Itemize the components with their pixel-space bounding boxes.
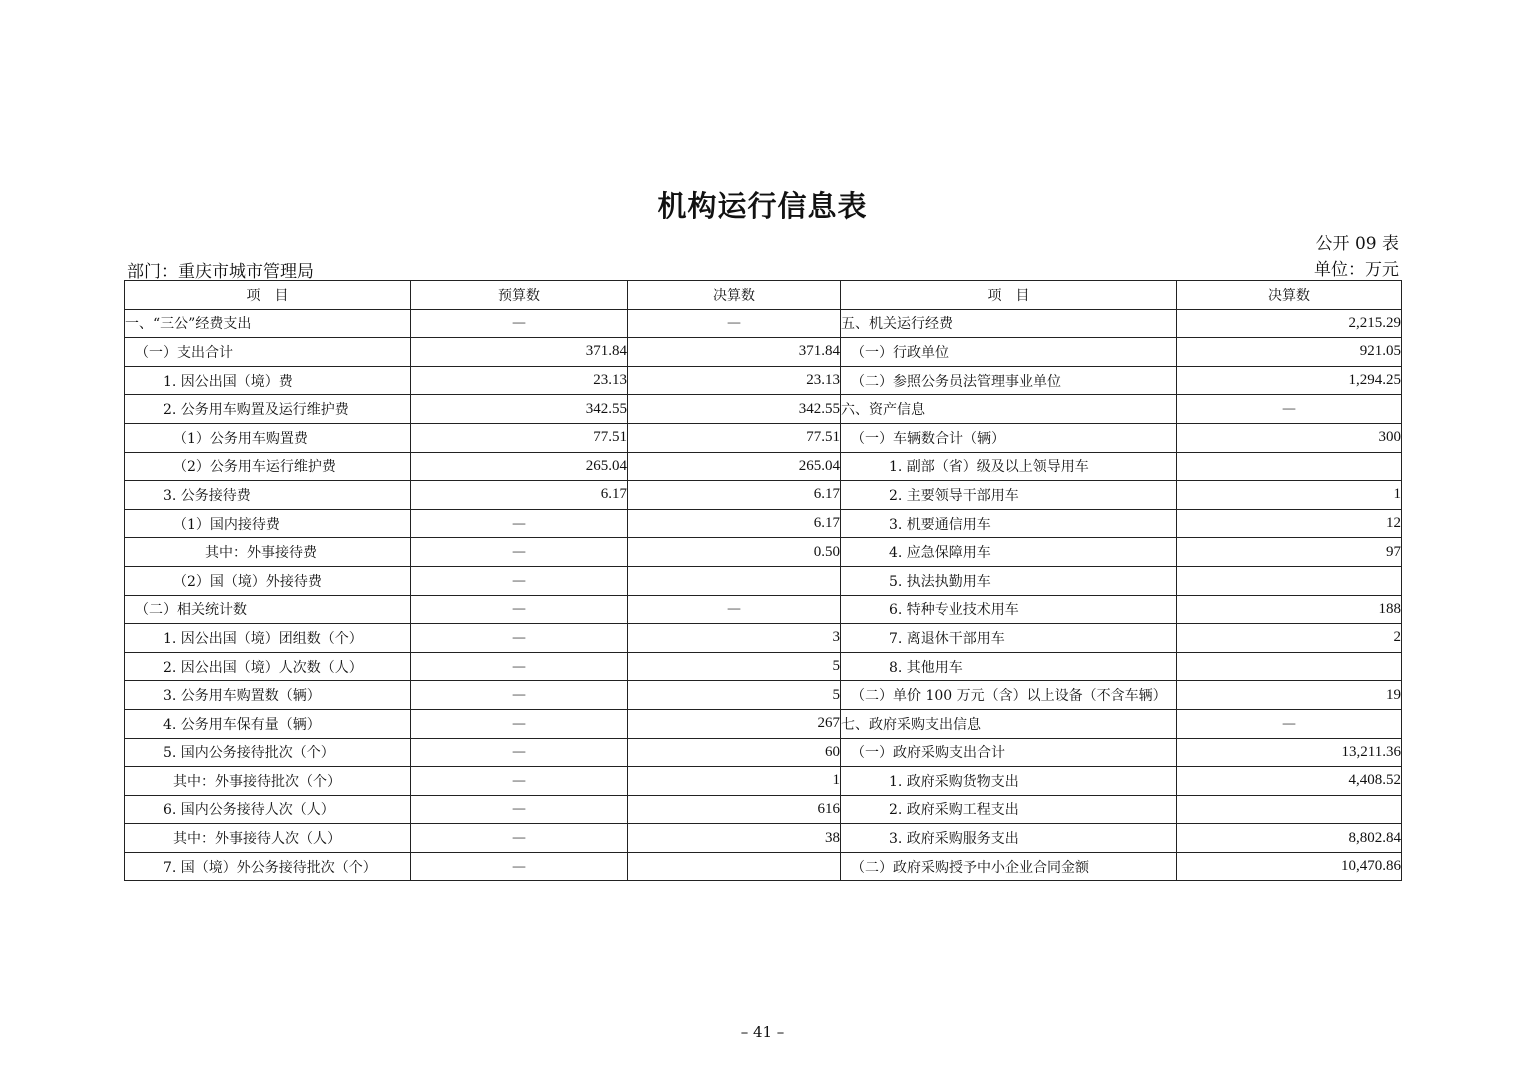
final-cell: 371.84 — [628, 338, 841, 367]
column-header-item-right: 项 目 — [841, 281, 1177, 310]
column-header-budget: 预算数 — [411, 281, 628, 310]
final-cell: 5 — [628, 652, 841, 681]
right-final-cell: 2,215.29 — [1177, 309, 1402, 338]
final-cell: 616 — [628, 795, 841, 824]
budget-cell: 6.17 — [411, 481, 628, 510]
left-item-cell: （2）国（境）外接待费 — [125, 566, 411, 595]
right-item-cell: 1. 政府采购货物支出 — [841, 767, 1177, 796]
budget-cell: — — [411, 709, 628, 738]
right-final-cell: 97 — [1177, 538, 1402, 567]
right-final-cell: 13,211.36 — [1177, 738, 1402, 767]
right-item-cell: （一）车辆数合计（辆） — [841, 423, 1177, 452]
right-item-cell: 五、机关运行经费 — [841, 309, 1177, 338]
left-item-cell: 3. 公务用车购置数（辆） — [125, 681, 411, 710]
right-item-cell: （一）行政单位 — [841, 338, 1177, 367]
budget-cell: 23.13 — [411, 366, 628, 395]
final-cell — [628, 566, 841, 595]
budget-cell: — — [411, 309, 628, 338]
table-row — [125, 738, 1402, 767]
final-cell: 6.17 — [628, 481, 841, 510]
budget-cell: — — [411, 509, 628, 538]
page-number: – 41 – — [740, 1023, 785, 1041]
right-item-cell: 4. 应急保障用车 — [841, 538, 1177, 567]
right-final-cell: 1,294.25 — [1177, 366, 1402, 395]
right-item-cell: 5. 执法执勤用车 — [841, 566, 1177, 595]
table-row — [125, 852, 1402, 881]
table-row — [125, 709, 1402, 738]
right-final-cell — [1177, 566, 1402, 595]
right-final-cell: 188 — [1177, 595, 1402, 624]
right-item-cell: 七、政府采购支出信息 — [841, 709, 1177, 738]
left-item-cell: 7. 国（境）外公务接待批次（个） — [125, 852, 411, 881]
right-item-cell: （二）单价 100 万元（含）以上设备（不含车辆） — [841, 681, 1177, 710]
budget-cell: — — [411, 624, 628, 653]
budget-cell: — — [411, 738, 628, 767]
left-item-cell: 4. 公务用车保有量（辆） — [125, 709, 411, 738]
left-item-cell: 一、“三公”经费支出 — [125, 309, 411, 338]
final-cell: 5 — [628, 681, 841, 710]
final-cell: 0.50 — [628, 538, 841, 567]
right-final-cell: 300 — [1177, 423, 1402, 452]
budget-cell: — — [411, 824, 628, 853]
budget-cell: — — [411, 795, 628, 824]
right-final-cell: 10,470.86 — [1177, 852, 1402, 881]
left-item-cell: （2）公务用车运行维护费 — [125, 452, 411, 481]
form-code: 公开 09 表 — [1315, 234, 1399, 254]
final-cell: 6.17 — [628, 509, 841, 538]
table-row — [125, 366, 1402, 395]
table-row — [125, 624, 1402, 653]
budget-cell: — — [411, 566, 628, 595]
final-cell — [628, 852, 841, 881]
table-row — [125, 423, 1402, 452]
right-final-cell: — — [1177, 395, 1402, 424]
right-item-cell: （一）政府采购支出合计 — [841, 738, 1177, 767]
right-item-cell: 2. 政府采购工程支出 — [841, 795, 1177, 824]
table-header-row — [125, 281, 1402, 310]
right-final-cell: 921.05 — [1177, 338, 1402, 367]
budget-cell: 77.51 — [411, 423, 628, 452]
table-row — [125, 824, 1402, 853]
budget-cell: — — [411, 652, 628, 681]
table-row — [125, 309, 1402, 338]
table-row — [125, 595, 1402, 624]
left-item-cell: 6. 国内公务接待人次（人） — [125, 795, 411, 824]
left-item-cell: （二）相关统计数 — [125, 595, 411, 624]
right-item-cell: 2. 主要领导干部用车 — [841, 481, 1177, 510]
right-final-cell: 12 — [1177, 509, 1402, 538]
left-item-cell: 2. 因公出国（境）人次数（人） — [125, 652, 411, 681]
right-final-cell — [1177, 795, 1402, 824]
table-body — [125, 309, 1402, 881]
unit-label: 单位：万元 — [1314, 260, 1399, 280]
final-cell: 3 — [628, 624, 841, 653]
left-item-cell: 其中：外事接待人次（人） — [125, 824, 411, 853]
column-header-item-left: 项 目 — [125, 281, 411, 310]
left-item-cell: 3. 公务接待费 — [125, 481, 411, 510]
table-row — [125, 538, 1402, 567]
right-final-cell: — — [1177, 709, 1402, 738]
right-final-cell — [1177, 452, 1402, 481]
left-item-cell: 其中：外事接待批次（个） — [125, 767, 411, 796]
table-row — [125, 452, 1402, 481]
left-item-cell: 5. 国内公务接待批次（个） — [125, 738, 411, 767]
right-item-cell: 六、资产信息 — [841, 395, 1177, 424]
budget-cell: 342.55 — [411, 395, 628, 424]
final-cell: 265.04 — [628, 452, 841, 481]
final-cell: 77.51 — [628, 423, 841, 452]
final-cell: — — [628, 595, 841, 624]
budget-cell: — — [411, 595, 628, 624]
table-row — [125, 795, 1402, 824]
left-item-cell: 1. 因公出国（境）费 — [125, 366, 411, 395]
table-row — [125, 395, 1402, 424]
right-final-cell: 2 — [1177, 624, 1402, 653]
left-item-cell: （1）国内接待费 — [125, 509, 411, 538]
budget-cell: 265.04 — [411, 452, 628, 481]
left-item-cell: （一）支出合计 — [125, 338, 411, 367]
institution-operation-table — [124, 280, 1402, 881]
right-item-cell: 3. 机要通信用车 — [841, 509, 1177, 538]
column-header-final-left: 决算数 — [628, 281, 841, 310]
page-title: 机构运行信息表 — [657, 189, 868, 223]
department-label: 部门：重庆市城市管理局 — [127, 262, 314, 282]
right-item-cell: 3. 政府采购服务支出 — [841, 824, 1177, 853]
table-row — [125, 767, 1402, 796]
right-final-cell: 8,802.84 — [1177, 824, 1402, 853]
left-item-cell: （1）公务用车购置费 — [125, 423, 411, 452]
right-final-cell: 19 — [1177, 681, 1402, 710]
left-item-cell: 2. 公务用车购置及运行维护费 — [125, 395, 411, 424]
budget-cell: — — [411, 852, 628, 881]
right-item-cell: 7. 离退休干部用车 — [841, 624, 1177, 653]
right-item-cell: 6. 特种专业技术用车 — [841, 595, 1177, 624]
right-final-cell: 4,408.52 — [1177, 767, 1402, 796]
right-item-cell: （二）政府采购授予中小企业合同金额 — [841, 852, 1177, 881]
right-item-cell: 8. 其他用车 — [841, 652, 1177, 681]
final-cell: 60 — [628, 738, 841, 767]
final-cell: 267 — [628, 709, 841, 738]
table-row — [125, 509, 1402, 538]
table-row — [125, 566, 1402, 595]
final-cell: 342.55 — [628, 395, 841, 424]
final-cell: 38 — [628, 824, 841, 853]
table-row — [125, 481, 1402, 510]
right-item-cell: 1. 副部（省）级及以上领导用车 — [841, 452, 1177, 481]
table-row — [125, 652, 1402, 681]
budget-cell: — — [411, 681, 628, 710]
left-item-cell: 1. 因公出国（境）团组数（个） — [125, 624, 411, 653]
right-final-cell: 1 — [1177, 481, 1402, 510]
budget-cell: — — [411, 538, 628, 567]
right-final-cell — [1177, 652, 1402, 681]
budget-cell: — — [411, 767, 628, 796]
final-cell: 23.13 — [628, 366, 841, 395]
left-item-cell: 其中：外事接待费 — [125, 538, 411, 567]
table-row — [125, 681, 1402, 710]
budget-cell: 371.84 — [411, 338, 628, 367]
table-row — [125, 338, 1402, 367]
column-header-final-right: 决算数 — [1177, 281, 1402, 310]
final-cell: — — [628, 309, 841, 338]
final-cell: 1 — [628, 767, 841, 796]
right-item-cell: （二）参照公务员法管理事业单位 — [841, 366, 1177, 395]
